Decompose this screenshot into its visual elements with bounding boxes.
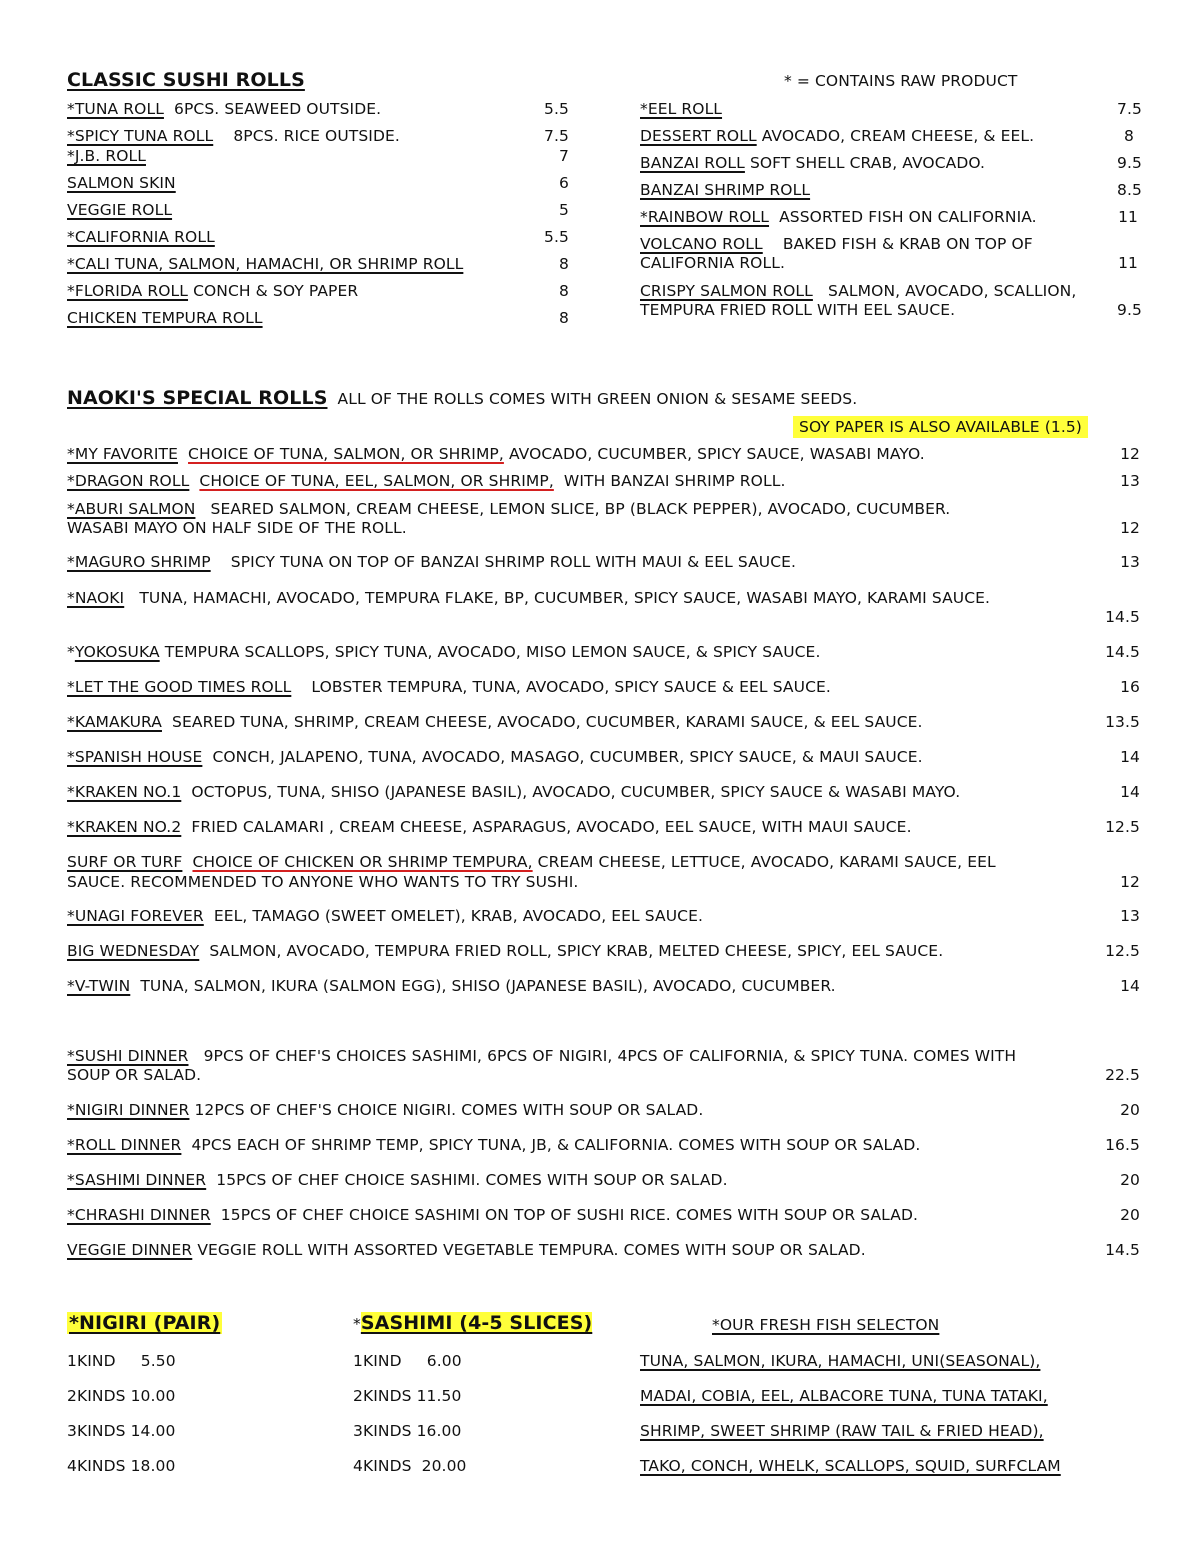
classic-section-title: CLASSIC SUSHI ROLLS [67,69,305,91]
nigiri-row: 2KINDS 10.00 [67,1387,176,1405]
item-price: 12 [1120,873,1140,891]
item-name: *CALIFORNIA ROLL [67,228,215,246]
item-name: *MAGURO SHRIMP [67,553,211,571]
menu-item [67,907,703,925]
item-price: 7.5 [1117,100,1142,118]
item-desc: CONCH, JALAPENO, TUNA, AVOCADO, MASAGO, CUCUMBER, SPICY SAUCE, & MAUI SAUCE. [212,748,923,766]
item-price: 14 [1120,783,1140,801]
item-desc-line2: CALIFORNIA ROLL. [640,254,785,272]
item-price: 16 [1120,678,1140,696]
menu-item [640,181,810,199]
item-desc: AVOCADO, CREAM CHEESE, & EEL. [761,127,1035,145]
menu-item [67,678,831,696]
item-price: 7 [559,147,569,165]
item-price: 8 [559,255,569,273]
item-desc: AVOCADO, CUCUMBER, SPICY SAUCE, WASABI MAYO. [508,445,925,463]
item-price: 8 [559,309,569,327]
item-name: *CALI TUNA, SALMON, HAMACHI, OR SHRIMP ROLL [67,255,464,273]
menu-item [640,208,1037,226]
item-desc-line2: TEMPURA FRIED ROLL WITH EEL SAUCE. [640,301,956,319]
menu-item [640,127,1034,145]
item-name: *DRAGON ROLL [67,472,190,490]
item-name: CHICKEN TEMPURA ROLL [67,309,263,327]
item-name: *ABURI SALMON [67,500,196,518]
menu-item [67,100,381,118]
menu-item [67,500,950,518]
item-desc: TUNA, SALMON, IKURA (SALMON EGG), SHISO (JAPANESE BASIL), AVOCADO, CUCUMBER. [140,977,836,995]
menu-item [67,977,836,995]
item-name: *SPANISH HOUSE [67,748,203,766]
sashimi-row: 3KINDS 16.00 [353,1422,462,1440]
item-name: *V-TWIN [67,977,131,995]
item-name: *SASHIMI DINNER [67,1171,207,1189]
item-desc: 15PCS OF CHEF CHOICE SASHIMI. COMES WITH SOUP OR SALAD. [216,1171,728,1189]
item-desc-line2: SAUCE. RECOMMENDED TO ANYONE WHO WANTS TO TRY SUSHI. [67,873,579,891]
menu-item [67,942,943,960]
menu-item [67,713,923,731]
fish-selection-title: *OUR FRESH FISH SELECTON [712,1316,940,1334]
item-name: *TUNA ROLL [67,100,164,118]
item-price: 13 [1120,907,1140,925]
special-subtitle: ALL OF THE ROLLS COMES WITH GREEN ONION & SESAME SEEDS. [337,390,858,408]
item-name: CRISPY SALMON ROLL [640,282,813,300]
nigiri-row: 1KIND 5.50 [67,1352,176,1370]
menu-item [640,282,1076,300]
item-price: 20 [1120,1171,1140,1189]
item-price: 5.5 [544,228,569,246]
item-price: 11 [1118,254,1138,272]
item-desc: SPICY TUNA ON TOP OF BANZAI SHRIMP ROLL WITH MAUI & EEL SAUCE. [230,553,797,571]
item-desc: OCTOPUS, TUNA, SHISO (JAPANESE BASIL), AVOCADO, CUCUMBER, SPICY SAUCE & WASABI MAYO. [191,783,961,801]
item-desc: EEL, TAMAGO (SWEET OMELET), KRAB, AVOCADO, EEL SAUCE. [213,907,704,925]
menu-item [640,154,985,172]
menu-item [640,100,722,118]
item-desc: LOBSTER TEMPURA, TUNA, AVOCADO, SPICY SAUCE & EEL SAUCE. [311,678,831,696]
item-desc: BAKED FISH & KRAB ON TOP OF [782,235,1033,253]
menu-item [67,309,263,327]
item-name: *MY FAVORITE [67,445,178,463]
item-price: 6 [559,174,569,192]
item-name: BANZAI ROLL [640,154,745,172]
dinner-item [67,1206,918,1224]
item-choice: CHOICE OF TUNA, SALMON, OR SHRIMP, [188,445,504,463]
item-price: 13 [1120,553,1140,571]
menu-item [67,174,176,192]
item-name: VEGGIE ROLL [67,201,173,219]
item-price: 14 [1120,748,1140,766]
item-desc: 9PCS OF CHEF'S CHOICES SASHIMI, 6PCS OF NIGIRI, 4PCS OF CALIFORNIA, & SPICY TUNA. COMES WITH [203,1047,1017,1065]
sashimi-prefix: * [353,1315,361,1333]
item-name: *LET THE GOOD TIMES ROLL [67,678,292,696]
item-name: *EEL ROLL [640,100,723,118]
menu-item [67,553,796,571]
item-name: VOLCANO ROLL [640,235,763,253]
nigiri-title: *NIGIRI (PAIR) [69,1312,221,1334]
item-prefix: * [67,643,75,661]
fish-row: TUNA, SALMON, IKURA, HAMACHI, UNI(SEASONAL), [640,1352,1041,1370]
item-name: *UNAGI FOREVER [67,907,204,925]
item-name: DESSERT ROLL [640,127,757,145]
item-desc: SEARED TUNA, SHRIMP, CREAM CHEESE, AVOCADO, CUCUMBER, KARAMI SAUCE, & EEL SAUCE. [172,713,923,731]
item-name: *J.B. ROLL [67,147,146,165]
dinner-item [67,1047,1016,1065]
menu-item [67,445,925,463]
item-choice: CHOICE OF CHICKEN OR SHRIMP TEMPURA, [192,853,533,871]
item-desc: FRIED CALAMARI , CREAM CHEESE, ASPARAGUS, AVOCADO, EEL SAUCE, WITH MAUI SAUCE. [191,818,912,836]
dinner-item [67,1101,703,1119]
item-price: 14.5 [1105,1241,1140,1259]
menu-item [67,818,912,836]
item-name: YOKOSUKA [74,643,160,661]
menu-item [67,201,172,219]
item-desc-line2: SOUP OR SALAD. [67,1066,202,1084]
sashimi-heading [353,1312,592,1334]
item-desc: SEARED SALMON, CREAM CHEESE, LEMON SLICE, BP (BLACK PEPPER), AVOCADO, CUCUMBER. [210,500,951,518]
item-price: 13.5 [1105,713,1140,731]
item-desc: 15PCS OF CHEF CHOICE SASHIMI ON TOP OF SUSHI RICE. COMES WITH SOUP OR SALAD. [220,1206,919,1224]
item-desc: CREAM CHEESE, LETTUCE, AVOCADO, KARAMI SAUCE, EEL [537,853,996,871]
item-price: 20 [1120,1101,1140,1119]
fish-row: TAKO, CONCH, WHELK, SCALLOPS, SQUID, SURFCLAM [640,1457,1061,1475]
soy-paper-note: SOY PAPER IS ALSO AVAILABLE (1.5) [793,416,1088,438]
item-name: SURF OR TURF [67,853,183,871]
item-name: *SPICY TUNA ROLL [67,127,214,145]
item-name: *ROLL DINNER [67,1136,182,1154]
item-desc: 4PCS EACH OF SHRIMP TEMP, SPICY TUNA, JB, & CALIFORNIA. COMES WITH SOUP OR SALAD. [191,1136,921,1154]
nigiri-row: 3KINDS 14.00 [67,1422,176,1440]
raw-product-note: * = CONTAINS RAW PRODUCT [784,72,1018,90]
menu-item [67,853,996,871]
item-price: 14 [1120,977,1140,995]
item-desc: VEGGIE ROLL WITH ASSORTED VEGETABLE TEMPURA. COMES WITH SOUP OR SALAD. [197,1241,866,1259]
item-price: 22.5 [1105,1066,1140,1084]
menu-item [67,228,215,246]
menu-item [67,127,400,145]
menu-item [67,255,463,273]
item-price: 7.5 [544,127,569,145]
item-price: 8 [559,282,569,300]
item-desc: 6PCS. SEAWEED OUTSIDE. [174,100,382,118]
item-desc: SALMON, AVOCADO, SCALLION, [828,282,1077,300]
item-price: 9.5 [1117,301,1142,319]
item-desc: CONCH & SOY PAPER [193,282,359,300]
item-price: 14.5 [1105,608,1140,626]
item-name: *SUSHI DINNER [67,1047,189,1065]
item-price: 16.5 [1105,1136,1140,1154]
item-desc: ASSORTED FISH ON CALIFORNIA. [779,208,1037,226]
item-name: *NAOKI [67,589,125,607]
menu-item [640,235,1033,253]
item-desc: 12PCS OF CHEF'S CHOICE NIGIRI. COMES WITH SOUP OR SALAD. [194,1101,704,1119]
item-choice: CHOICE OF TUNA, EEL, SALMON, OR SHRIMP, [199,472,554,490]
item-price: 8.5 [1117,181,1142,199]
menu-item [67,643,820,661]
dinner-item [67,1171,728,1189]
item-price: 11 [1118,208,1138,226]
menu-item [67,472,785,490]
item-price: 14.5 [1105,643,1140,661]
dinner-item [67,1241,866,1259]
item-desc: WITH BANZAI SHRIMP ROLL. [563,472,786,490]
item-price: 13 [1120,472,1140,490]
item-price: 20 [1120,1206,1140,1224]
special-section-title: NAOKI'S SPECIAL ROLLS [67,387,328,409]
item-desc: TEMPURA SCALLOPS, SPICY TUNA, AVOCADO, MISO LEMON SAUCE, & SPICY SAUCE. [164,643,821,661]
item-desc: TUNA, HAMACHI, AVOCADO, TEMPURA FLAKE, BP, CUCUMBER, SPICY SAUCE, WASABI MAYO, KARAMI SAUCE. [139,589,991,607]
item-name: VEGGIE DINNER [67,1241,193,1259]
sashimi-title: SASHIMI (4-5 SLICES) [360,1312,593,1334]
item-price: 12 [1120,519,1140,537]
item-name: *KRAKEN NO.1 [67,783,182,801]
menu-item [67,783,960,801]
item-desc: 8PCS. RICE OUTSIDE. [233,127,400,145]
dinner-item [67,1136,920,1154]
fish-row: SHRIMP, SWEET SHRIMP (RAW TAIL & FRIED HEAD), [640,1422,1044,1440]
item-price: 12.5 [1105,942,1140,960]
item-price: 5.5 [544,100,569,118]
sashimi-row: 4KINDS 20.00 [353,1457,467,1475]
item-name: BIG WEDNESDAY [67,942,200,960]
item-price: 9.5 [1117,154,1142,172]
item-price: 8 [1124,127,1134,145]
item-name: *FLORIDA ROLL [67,282,189,300]
menu-item [67,147,146,165]
nigiri-row: 4KINDS 18.00 [67,1457,176,1475]
special-section [67,387,857,409]
item-name: *KAMAKURA [67,713,162,731]
item-desc: SALMON, AVOCADO, TEMPURA FRIED ROLL, SPICY KRAB, MELTED CHEESE, SPICY, EEL SAUCE. [209,942,944,960]
item-price: 12.5 [1105,818,1140,836]
menu-item [67,589,990,607]
menu-item [67,282,358,300]
sashimi-row: 2KINDS 11.50 [353,1387,462,1405]
item-name: *CHRASHI DINNER [67,1206,211,1224]
item-desc-line2: WASABI MAYO ON HALF SIDE OF THE ROLL. [67,519,407,537]
sashimi-row: 1KIND 6.00 [353,1352,462,1370]
menu-item [67,748,923,766]
item-name: *RAINBOW ROLL [640,208,770,226]
item-name: SALMON SKIN [67,174,176,192]
item-name: *NIGIRI DINNER [67,1101,190,1119]
item-price: 12 [1120,445,1140,463]
fish-row: MADAI, COBIA, EEL, ALBACORE TUNA, TUNA TATAKI, [640,1387,1048,1405]
item-price: 5 [559,201,569,219]
item-name: *KRAKEN NO.2 [67,818,182,836]
item-name: BANZAI SHRIMP ROLL [640,181,811,199]
item-desc: SOFT SHELL CRAB, AVOCADO. [749,154,986,172]
